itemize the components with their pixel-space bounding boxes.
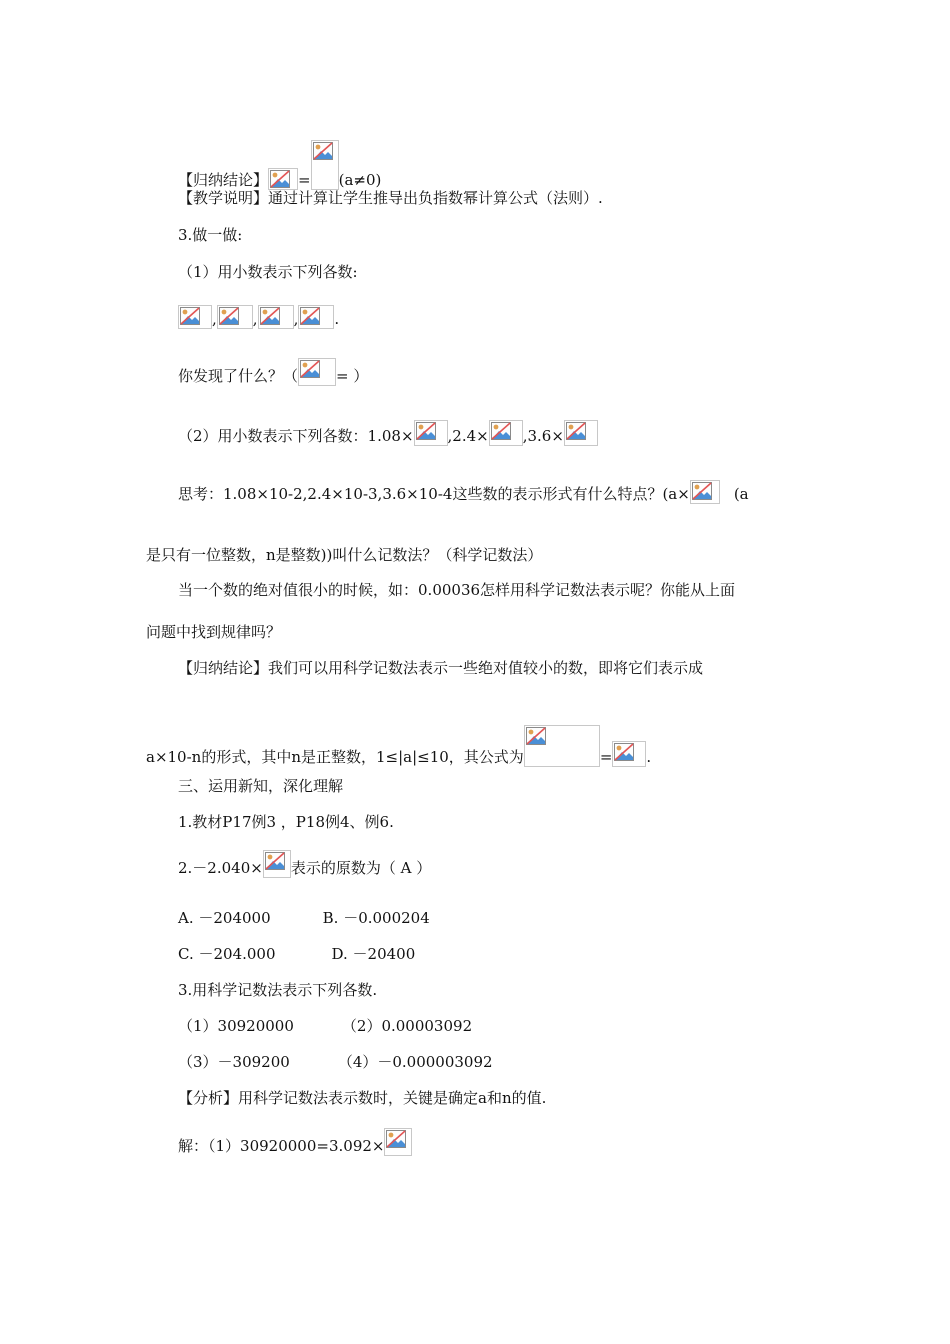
thinking-text: 思考：1.08×10-2,2.4×10-3,3.6×10-4这些数的表示形式有什么特点？(a× [178, 485, 690, 503]
broken-image-icon [298, 305, 334, 329]
item-1: （1）30920000 [178, 1017, 294, 1035]
teaching-note: 【教学说明】通过计算让学生推导出负指数幂计算公式（法则）. [178, 189, 603, 207]
broken-image-icon [612, 741, 646, 767]
exercise-3-row-1 [178, 1016, 472, 1036]
equals-text: = [298, 171, 311, 189]
thinking-text-end: (a [733, 485, 749, 503]
item-2: （2）0.00003092 [341, 1017, 473, 1035]
equals-text: = [599, 748, 613, 766]
conclusion-line-1 [178, 140, 381, 190]
broken-image-icon [311, 140, 339, 190]
broken-image-icon [564, 420, 598, 446]
comma: , [252, 310, 258, 328]
item-4: （4）－0.000003092 [337, 1053, 493, 1071]
exercise-3-row-2 [178, 1052, 493, 1072]
broken-image-icon [178, 305, 212, 329]
choice-d: D. －20400 [331, 945, 416, 963]
multiple-choice-question [178, 850, 431, 878]
exercise-2-part: ,3.6× [522, 427, 564, 445]
exercise-2-part: ,2.4× [447, 427, 489, 445]
exercise-1-text: （1）用小数表示下列各数: [178, 263, 358, 281]
exercise-3-text: 3.用科学记数法表示下列各数. [178, 981, 378, 999]
question-text: 表示的原数为（ A ） [290, 859, 432, 877]
conclusion-line-2: 【归纳结论】我们可以用科学记数法表示一些绝对值较小的数，即将它们表示成 [178, 659, 704, 677]
comma: , [293, 310, 299, 328]
solution-line [178, 1128, 412, 1156]
scientific-notation-question: 是只有一位整数，n是整数))叫什么记数法？（科学记数法） [146, 546, 543, 564]
broken-image-icon [217, 305, 253, 329]
broken-image-icon [414, 420, 448, 446]
formula-text: a×10-n的形式，其中n是正整数，1≤|a|≤10，其公式为 [146, 748, 524, 766]
analysis-text: 【分析】用科学记数法表示数时，关键是确定a和n的值. [178, 1089, 547, 1107]
broken-image-icon [489, 420, 523, 446]
broken-image-icon [298, 358, 336, 386]
choice-c: C. －204.000 [178, 945, 276, 963]
broken-image-icon [690, 480, 720, 504]
small-number-question: 当一个数的绝对值很小的时候，如：0.00036怎样用科学记数法表示呢？你能从上面 [178, 581, 736, 599]
question-text: 2.－2.040× [178, 859, 263, 877]
solution-text: 解：（1）30920000=3.092× [178, 1137, 385, 1155]
conclusion-label: 【归纳结论】 [178, 171, 269, 189]
choice-a: A. －204000 [178, 909, 271, 927]
rule-question: 问题中找到规律吗？ [146, 623, 282, 641]
exercise-2-part: （2）用小数表示下列各数：1.08× [178, 427, 414, 445]
image-row [178, 305, 339, 329]
item-3: （3）－309200 [178, 1053, 290, 1071]
equals-text: = ） [336, 367, 369, 385]
broken-image-icon [263, 850, 291, 878]
discovery-question [178, 358, 368, 386]
broken-image-icon [258, 305, 294, 329]
comma: , [212, 310, 217, 328]
condition-text: (a≠0) [338, 171, 382, 189]
choice-row-1 [178, 908, 430, 928]
broken-image-icon [524, 725, 600, 767]
broken-image-icon [268, 168, 298, 190]
choice-row-2 [178, 944, 415, 964]
textbook-reference: 1.教材P17例3 ，P18例4、例6. [178, 813, 394, 831]
exercise-2-text [178, 420, 598, 446]
broken-image-icon [384, 1128, 412, 1156]
section-heading: 三、运用新知，深化理解 [178, 777, 344, 795]
thinking-question [178, 480, 749, 504]
question-text: 你发现了什么？（ [178, 367, 299, 385]
formula-line [146, 725, 651, 767]
period: . [646, 748, 652, 766]
period: . [334, 310, 340, 328]
try-it-heading: 3.做一做: [178, 226, 243, 244]
choice-b: B. －0.000204 [322, 909, 430, 927]
